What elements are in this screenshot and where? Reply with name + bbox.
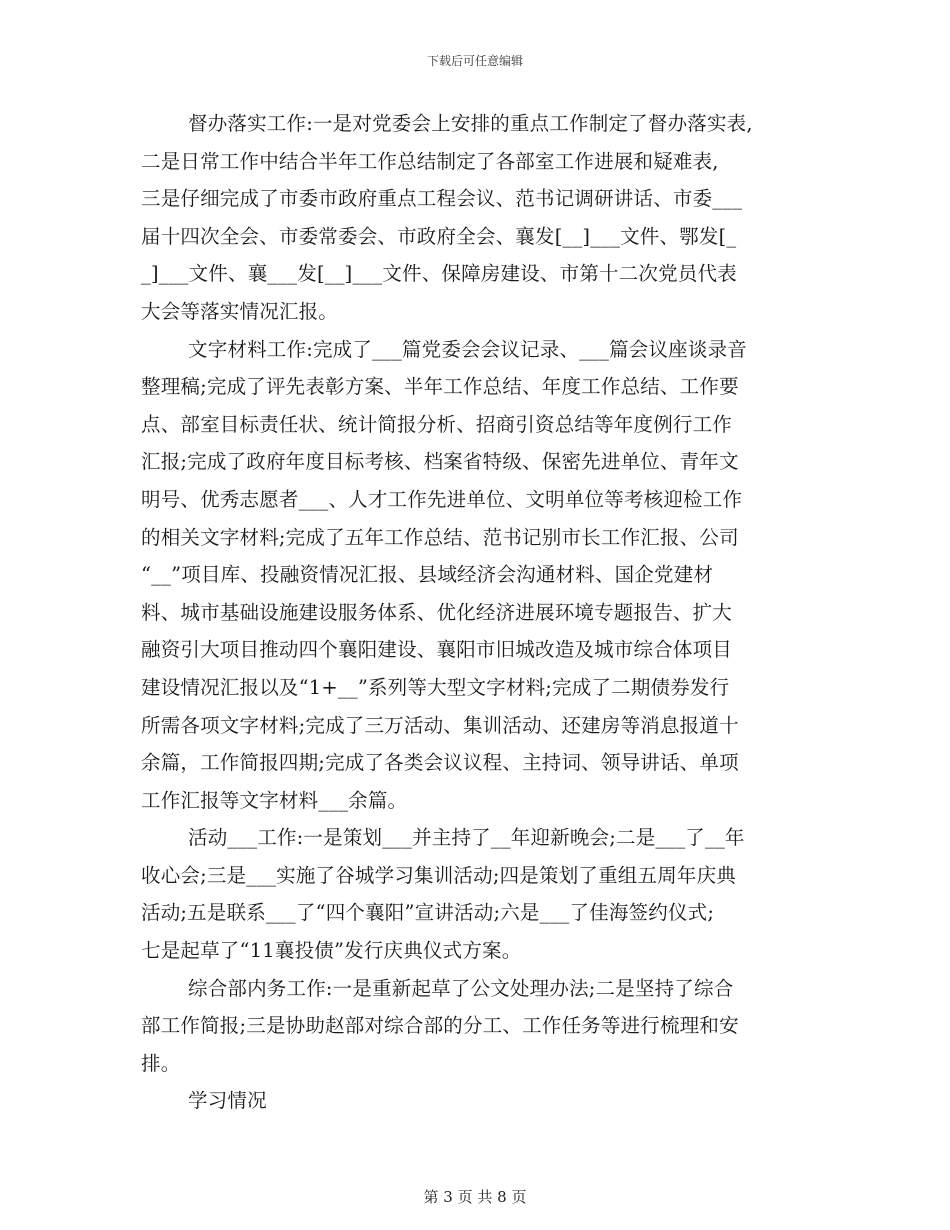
text-line: 文字材料工作:完成了___篇党委会会议记录、___篇会议座谈录音 xyxy=(188,337,747,361)
text-line: 整理稿;完成了评先表彰方案、半年工作总结、年度工作总结、工作要 xyxy=(141,375,739,399)
text-line: 的相关文字材料;完成了五年工作总结、范书记别市长工作汇报、公司 xyxy=(141,525,739,549)
text-line: 收心会;三是___实施了谷城学习集训活动;四是策划了重组五周年庆典 xyxy=(141,863,736,887)
text-line: 料、城市基础设施建设服务体系、优化经济进展环境专题报告、扩大 xyxy=(141,600,733,624)
text-line: 活动___工作:一是策划___并主持了__年迎新晚会;二是___了__年 xyxy=(188,826,745,850)
paragraph-supervision xyxy=(141,105,821,331)
text-line: 所需各项文字材料;完成了三万活动、集训活动、还建房等消息报道十 xyxy=(141,713,739,737)
text-line: 七是起草了“11襄投债”发行庆典仪式方案。 xyxy=(141,939,522,963)
paragraph-internal-affairs xyxy=(141,970,821,1083)
text-line: 建设情况汇报以及“1+__”系列等大型文字材料;完成了二期债券发行 xyxy=(141,675,730,699)
text-line: 活动;五是联系___了“四个襄阳”宣讲活动;六是___了佳海签约仪式; xyxy=(141,901,715,925)
text-line: 综合部内务工作:一是重新起草了公文处理办法;二是坚持了综合 xyxy=(188,976,734,1000)
text-line: “__”项目库、投融资情况汇报、县域经济会沟通材料、国企党建材 xyxy=(141,563,714,587)
paragraph-written-materials xyxy=(141,331,821,820)
text-line: 二是日常工作中结合半年工作总结制定了各部室工作进展和疑难表, xyxy=(141,149,719,173)
text-line: 届十四次全会、市委常委会、市政府全会、襄发[__]___文件、鄂发[_ xyxy=(141,224,737,248)
section-heading: 学习情况 xyxy=(188,1089,267,1113)
text-line: 督办落实工作:一是对党委会上安排的重点工作制定了督办落实表, xyxy=(188,112,753,135)
text-line: 明号、优秀志愿者___、人才工作先进单位、文明单位等考核迎检工作 xyxy=(141,487,743,511)
text-line: _]___文件、襄___发[__]___文件、保障房建设、市第十二次党员代表 xyxy=(141,262,737,286)
text-line: 融资引大项目推动四个襄阳建设、襄阳市旧城改造及城市综合体项目 xyxy=(141,638,733,662)
page-number: 第 3 页 共 8 页 xyxy=(423,1188,527,1206)
text-line: 汇报;完成了政府年度目标考核、档案省特级、保密先进单位、青年文 xyxy=(141,450,739,474)
text-line: 工作汇报等文字材料___余篇。 xyxy=(141,788,408,812)
paragraph-study-heading xyxy=(141,1082,821,1120)
text-line: 部工作简报;三是协助赵部对综合部的分工、工作任务等进行梳理和安 xyxy=(141,1014,739,1038)
text-line: 三是仔细完成了市委市政府重点工程会议、范书记调研讲话、市委___ xyxy=(141,187,743,211)
page-header: 下载后可任意编辑 xyxy=(426,54,523,68)
text-line: 排。 xyxy=(141,1051,181,1075)
paragraph-activities xyxy=(141,819,821,969)
text-line: 大会等落实情况汇报。 xyxy=(141,299,339,323)
text-line: 余篇，工作简报四期;完成了各类会议议程、主持词、领导讲话、单项 xyxy=(141,751,739,775)
text-line: 点、部室目标责任状、统计简报分析、招商引资总结等年度例行工作 xyxy=(141,412,733,436)
document-body xyxy=(141,105,821,1120)
